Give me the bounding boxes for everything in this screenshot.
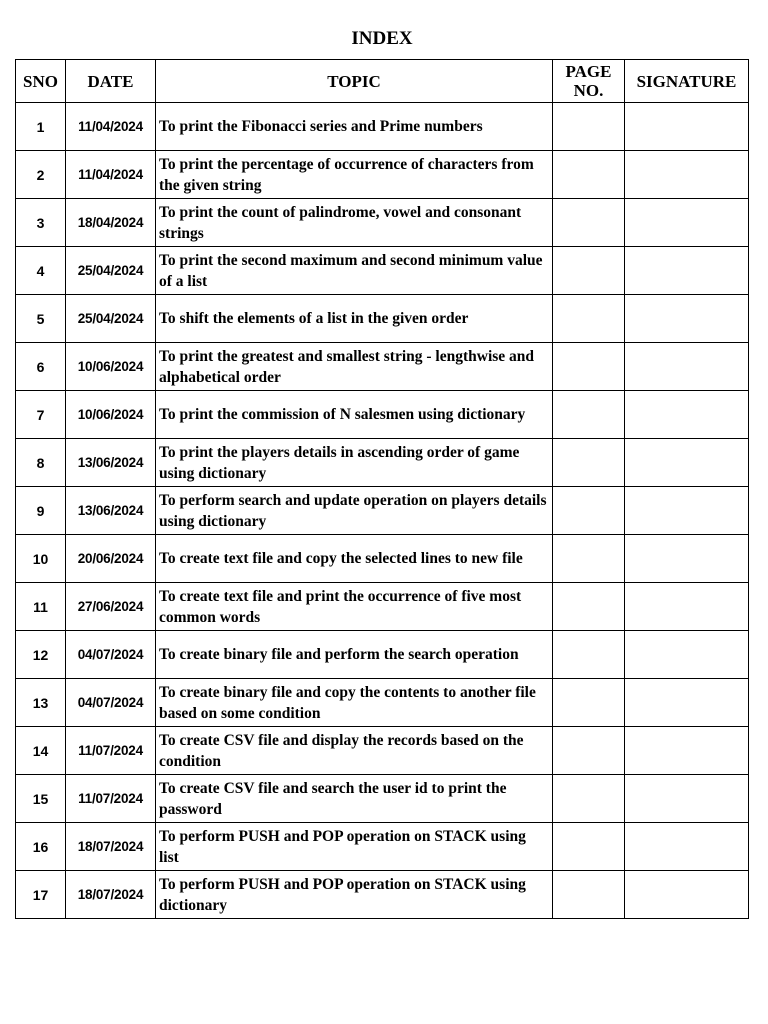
page-no-cell	[553, 823, 625, 871]
signature-cell	[625, 199, 749, 247]
sno-cell: 12	[16, 631, 66, 679]
page-no-cell	[553, 103, 625, 151]
topic-cell: To print the count of palindrome, vowel and consonant strings	[156, 199, 553, 247]
topic-cell: To create CSV file and display the records based on the condition	[156, 727, 553, 775]
sno-cell: 17	[16, 871, 66, 919]
date-cell: 20/06/2024	[66, 535, 156, 583]
topic-cell: To print the greatest and smallest string - lengthwise and alphabetical order	[156, 343, 553, 391]
date-cell: 13/06/2024	[66, 439, 156, 487]
topic-cell: To create text file and print the occurrence of five most common words	[156, 583, 553, 631]
page-no-cell	[553, 391, 625, 439]
topic-cell: To create binary file and perform the search operation	[156, 631, 553, 679]
page-no-cell	[553, 439, 625, 487]
page-no-cell	[553, 727, 625, 775]
sno-cell: 11	[16, 583, 66, 631]
table-row	[16, 535, 749, 583]
signature-cell	[625, 295, 749, 343]
sno-cell: 10	[16, 535, 66, 583]
sno-cell: 4	[16, 247, 66, 295]
table-row	[16, 823, 749, 871]
topic-cell: To print the Fibonacci series and Prime numbers	[156, 103, 553, 151]
date-cell: 10/06/2024	[66, 343, 156, 391]
table-row	[16, 679, 749, 727]
page-no-cell	[553, 871, 625, 919]
table-row	[16, 727, 749, 775]
table-header	[16, 60, 749, 103]
date-cell: 11/04/2024	[66, 151, 156, 199]
topic-cell: To perform PUSH and POP operation on STACK using dictionary	[156, 871, 553, 919]
signature-cell	[625, 727, 749, 775]
date-cell: 25/04/2024	[66, 295, 156, 343]
topic-cell: To print the second maximum and second minimum value of a list	[156, 247, 553, 295]
page-no-cell	[553, 247, 625, 295]
header-date: DATE	[66, 60, 156, 103]
date-cell: 27/06/2024	[66, 583, 156, 631]
table-row	[16, 199, 749, 247]
sno-cell: 9	[16, 487, 66, 535]
header-sno: SNO	[16, 60, 66, 103]
topic-cell: To create text file and copy the selected lines to new file	[156, 535, 553, 583]
topic-cell: To print the commission of N salesmen using dictionary	[156, 391, 553, 439]
date-cell: 18/04/2024	[66, 199, 156, 247]
topic-cell: To shift the elements of a list in the given order	[156, 295, 553, 343]
signature-cell	[625, 871, 749, 919]
date-cell: 13/06/2024	[66, 487, 156, 535]
signature-cell	[625, 583, 749, 631]
table-row	[16, 151, 749, 199]
header-page-no	[553, 60, 625, 103]
index-table	[15, 59, 749, 919]
page-no-cell	[553, 199, 625, 247]
topic-cell: To perform search and update operation on players details using dictionary	[156, 487, 553, 535]
table-row	[16, 487, 749, 535]
date-cell: 25/04/2024	[66, 247, 156, 295]
page-title: INDEX	[351, 28, 413, 49]
sno-cell: 8	[16, 439, 66, 487]
signature-cell	[625, 391, 749, 439]
table-body	[16, 103, 749, 919]
header-page-no-line1: PAGE	[565, 62, 612, 81]
signature-cell	[625, 103, 749, 151]
table-row	[16, 391, 749, 439]
signature-cell	[625, 151, 749, 199]
date-cell: 11/04/2024	[66, 103, 156, 151]
page-no-cell	[553, 631, 625, 679]
signature-cell	[625, 823, 749, 871]
table-row	[16, 343, 749, 391]
sno-cell: 7	[16, 391, 66, 439]
page-no-cell	[553, 295, 625, 343]
table-row	[16, 871, 749, 919]
date-cell: 10/06/2024	[66, 391, 156, 439]
topic-cell: To create CSV file and search the user id to print the password	[156, 775, 553, 823]
sno-cell: 1	[16, 103, 66, 151]
table-row	[16, 439, 749, 487]
sno-cell: 5	[16, 295, 66, 343]
date-cell: 11/07/2024	[66, 727, 156, 775]
topic-cell: To create binary file and copy the contents to another file based on some condition	[156, 679, 553, 727]
table-row	[16, 103, 749, 151]
page-no-cell	[553, 343, 625, 391]
signature-cell	[625, 775, 749, 823]
header-signature: SIGNATURE	[625, 60, 749, 103]
topic-cell: To print the players details in ascending order of game using dictionary	[156, 439, 553, 487]
signature-cell	[625, 343, 749, 391]
signature-cell	[625, 487, 749, 535]
table-row	[16, 295, 749, 343]
sno-cell: 2	[16, 151, 66, 199]
date-cell: 04/07/2024	[66, 679, 156, 727]
date-cell: 18/07/2024	[66, 823, 156, 871]
page-no-cell	[553, 535, 625, 583]
signature-cell	[625, 439, 749, 487]
header-page-no-line2: NO.	[573, 81, 604, 100]
page-no-cell	[553, 151, 625, 199]
sno-cell: 13	[16, 679, 66, 727]
signature-cell	[625, 631, 749, 679]
sno-cell: 3	[16, 199, 66, 247]
sno-cell: 16	[16, 823, 66, 871]
header-row	[16, 60, 749, 103]
sno-cell: 14	[16, 727, 66, 775]
table-row	[16, 583, 749, 631]
signature-cell	[625, 535, 749, 583]
topic-cell: To perform PUSH and POP operation on STACK using list	[156, 823, 553, 871]
date-cell: 04/07/2024	[66, 631, 156, 679]
date-cell: 11/07/2024	[66, 775, 156, 823]
date-cell: 18/07/2024	[66, 871, 156, 919]
header-topic: TOPIC	[156, 60, 553, 103]
page-no-cell	[553, 487, 625, 535]
signature-cell	[625, 679, 749, 727]
page-no-cell	[553, 679, 625, 727]
topic-cell: To print the percentage of occurrence of characters from the given string	[156, 151, 553, 199]
page-no-cell	[553, 583, 625, 631]
sno-cell: 15	[16, 775, 66, 823]
table-row	[16, 247, 749, 295]
table-row	[16, 775, 749, 823]
signature-cell	[625, 247, 749, 295]
sno-cell: 6	[16, 343, 66, 391]
page-no-cell	[553, 775, 625, 823]
table-row	[16, 631, 749, 679]
